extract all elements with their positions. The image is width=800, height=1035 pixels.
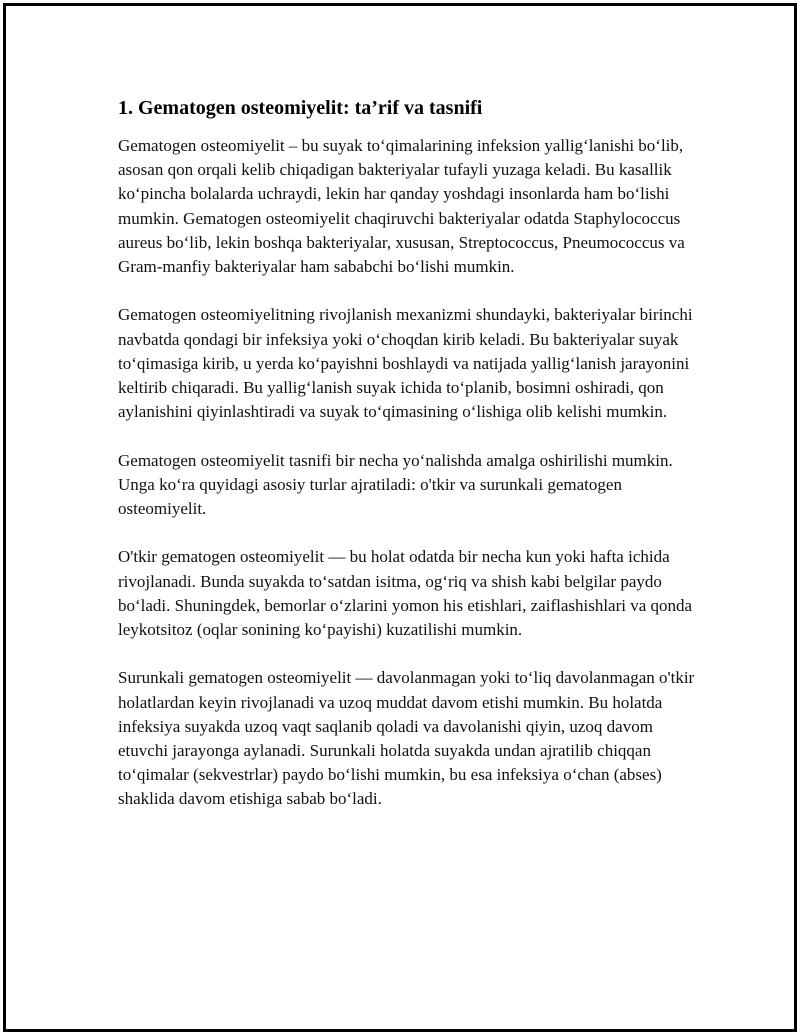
paragraph-classification: Gematogen osteomiyelit tasnifi bir necha yo‘nalishda amalga oshirilishi mumkin. Unga ko‘ra quyidagi asosiy turlar ajratiladi: o'tkir va surunkali gematogen osteomiyelit.: [118, 450, 673, 519]
paragraph-definition: Gematogen osteomiyelit – bu suyak to‘qimalarining infeksion yallig‘lanishi bo‘lib, asosan qon orqali kelib chiqadigan bakteriyalar tufayli yuzaga keladi. Bu kasallik ko‘pincha bolalarda uchraydi, lekin har qanday yoshdagi insonlarda ham bo‘lishi mumkin. Gematogen osteomiyelit chaqiruvchi bakteriyalar odatda Staphylococcus aureus bo‘lib, lekin boshqa bakteriyalar, xususan, Streptococcus, Pneumococcus va Gram-manfiy bakteriyalar ham sababchi bo‘lishi mumkin.: [118, 136, 685, 277]
paragraph-acute: O'tkir gematogen osteomiyelit — bu holat odatda bir necha kun yoki hafta ichida rivojlanadi. Bunda suyakda to‘satdan isitma, og‘riq va shish kabi belgilar paydo bo‘ladi. Shuningdek, bemorlar o‘zlarini yomon his etishlari, zaiflashishlari va qonda leykotsitoz (oqlar sonining ko‘payishi) kuzatilishi mumkin.: [118, 547, 693, 640]
document-body: [118, 94, 698, 836]
paragraph-mechanism: Gematogen osteomiyelitning rivojlanish mexanizmi shundayki, bakteriyalar birinchi navbatda qondagi bir infeksiya yoki o‘choqdan kirib keladi. Bu bakteriyalar suyak to‘qimasiga kirib, u yerda ko‘payishni boshlaydi va natijada yallig‘lanish jarayonini keltirib chiqaradi. Bu yallig‘lanish suyak ichida to‘planib, bosimni oshiradi, qon aylanishini qiyinlashtiradi va suyak to‘qimasining o‘lishiga olib kelishi mumkin.: [118, 305, 693, 422]
section-heading: 1. Gematogen osteomiyelit: ta’rif va tasnifi: [118, 97, 483, 119]
paragraph-chronic: Surunkali gematogen osteomiyelit — davolanmagan yoki to‘liq davolanmagan o'tkir holatlardan keyin rivojlanadi va uzoq muddat davom etishi mumkin. Bu holatda infeksiya suyakda uzoq vaqt saqlanib qoladi va davolanishi qiyin, uzoq davom etuvchi jarayonga aylanadi. Surunkali holatda suyakda undan ajratilib chiqqan to‘qimalar (sekvestrlar) paydo bo‘lishi mumkin, bu esa infeksiya o‘chan (abses) shaklida davom etishiga sabab bo‘ladi.: [118, 668, 695, 809]
